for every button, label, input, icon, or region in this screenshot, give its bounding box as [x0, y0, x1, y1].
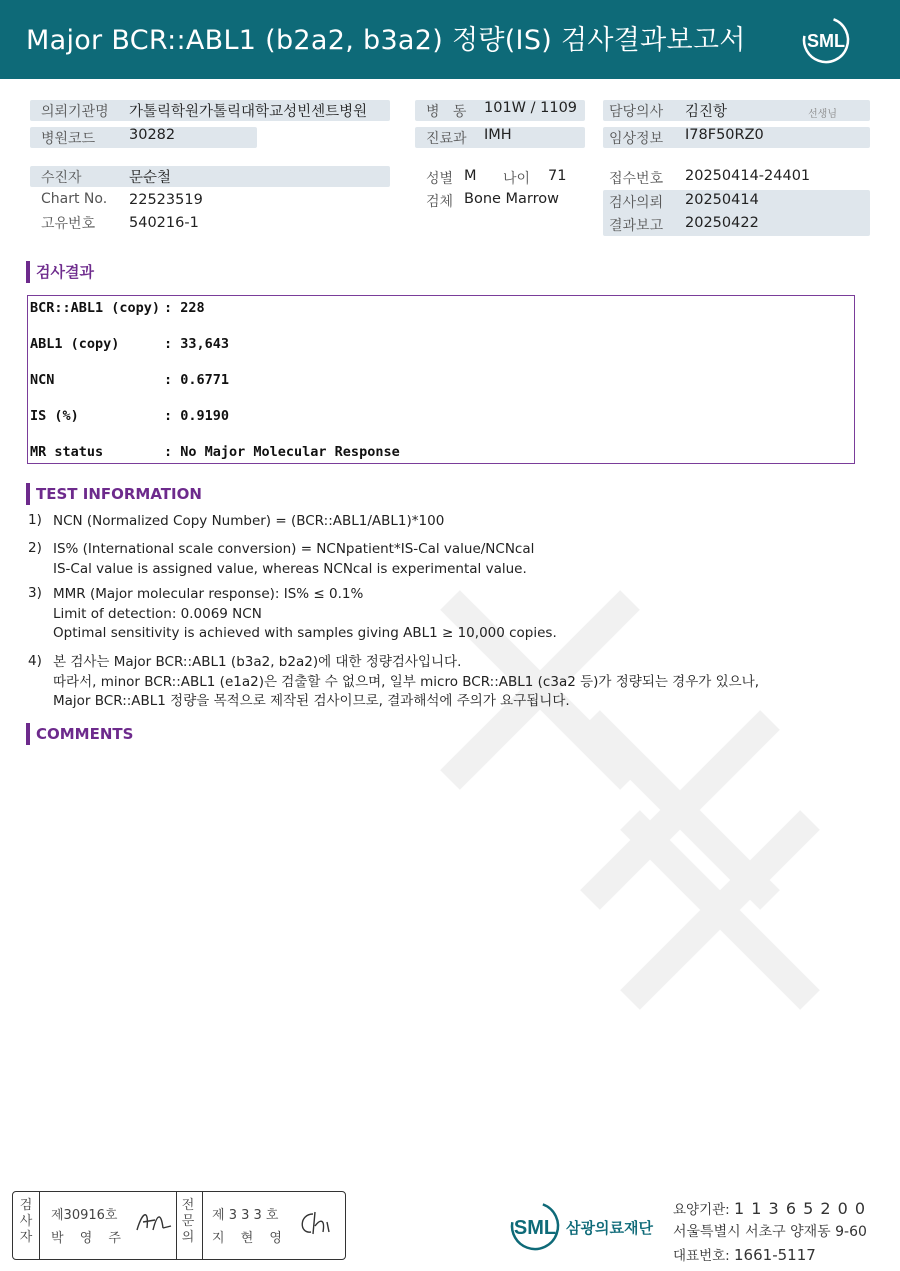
result-value: : 33,643: [164, 336, 230, 352]
examinee-value: 문순철: [129, 170, 172, 186]
care-label: 요양기관:: [673, 1202, 735, 1218]
foundation-name: 삼광의료재단: [566, 1219, 653, 1237]
examiner-number: 제30916호: [51, 1208, 118, 1223]
institution-label: 의뢰기관명: [41, 104, 109, 120]
signature-divider: [176, 1192, 177, 1259]
sex-label: 성별: [426, 171, 454, 187]
clinical-label: 임상정보: [609, 131, 664, 147]
results-section-title: 검사결과: [26, 261, 94, 283]
info-number: 3): [28, 585, 42, 601]
result-row: [30, 300, 205, 316]
report-value: 20250422: [685, 215, 759, 231]
info-number: 4): [28, 653, 42, 669]
chart-value: 22523519: [129, 192, 203, 208]
result-value: : 0.6771: [164, 372, 230, 388]
phone-value: 1661-5117: [734, 1246, 816, 1264]
info-text: [53, 540, 534, 579]
info-text: [53, 585, 557, 644]
phone-line: [673, 1244, 816, 1264]
info-line: 본 검사는 Major BCR::ABL1 (b3a2, b2a2)에 대한 정량검사입니다.: [53, 654, 462, 670]
age-value: 71: [548, 168, 567, 184]
phone-label: 대표번호:: [673, 1248, 735, 1264]
sml-logo-icon: [800, 14, 852, 66]
care-code: [673, 1198, 866, 1218]
result-row: [30, 408, 230, 424]
result-label: NCN: [30, 372, 55, 388]
request-value: 20250414: [685, 192, 759, 208]
results-box: [27, 295, 855, 464]
institution-value: 가톨릭학원가톨릭대학교성빈센트병원: [129, 104, 368, 120]
hospital-code-label: 병원코드: [41, 131, 96, 147]
specialist-signature-icon: [295, 1208, 337, 1238]
examinee-label: 수진자: [41, 170, 82, 186]
doctor-value: 김진항: [685, 104, 728, 120]
chip-examinee: [30, 166, 390, 187]
examiner-signature-icon: [133, 1206, 173, 1236]
info-text: [53, 653, 759, 712]
svg-text:SML: SML: [807, 31, 845, 51]
sex-value: M: [464, 168, 477, 184]
signature-divider: [39, 1192, 40, 1259]
doctor-suffix: 선생님: [808, 109, 837, 120]
ward-label: 병 동: [426, 104, 467, 120]
info-number: 2): [28, 540, 42, 556]
info-line: NCN (Normalized Copy Number) = (BCR::ABL1/ABL1)*100: [53, 513, 445, 529]
svg-text:SML: SML: [513, 1217, 557, 1239]
request-label: 검사의뢰: [609, 195, 664, 211]
specialist-number: 제 3 3 3 호: [212, 1208, 279, 1223]
info-line: Optimal sensitivity is achieved with samples giving ABL1 ≥ 10,000 copies.: [53, 625, 557, 641]
report-label: 결과보고: [609, 218, 664, 234]
info-line: IS-Cal value is assigned value, whereas NCNcal is experimental value.: [53, 560, 527, 577]
result-row: [30, 372, 230, 388]
info-line: Limit of detection: 0.0069 NCN: [53, 605, 262, 622]
dept-value: IMH: [484, 127, 512, 143]
result-label: IS (%): [30, 408, 79, 424]
specimen-label: 검체: [426, 194, 454, 210]
chart-label: Chart No.: [41, 191, 108, 207]
ward-value: 101W / 1109: [484, 100, 578, 116]
report-title: Major BCR::ABL1 (b2a2, b3a2) 정량(IS) 검사결과보고서: [26, 25, 746, 56]
result-value: : 228: [164, 300, 205, 316]
result-value: : 0.9190: [164, 408, 230, 424]
info-number: 1): [28, 512, 42, 528]
specimen-value: Bone Marrow: [464, 191, 560, 207]
age-label: 나이: [503, 171, 531, 187]
info-line: MMR (Major molecular response): IS% ≤ 0.1%: [53, 586, 364, 602]
unique-value: 540216-1: [129, 215, 199, 231]
info-line: 따라서, minor BCR::ABL1 (e1a2)은 검출할 수 없으며, 일부 micro BCR::ABL1 (c3a2 등)가 정량되는 경우가 있으나,: [53, 673, 760, 690]
unique-label: 고유번호: [41, 216, 96, 232]
doctor-label: 담당의사: [609, 104, 664, 120]
footer-sml-logo-icon: [508, 1199, 563, 1254]
result-label: BCR::ABL1 (copy): [30, 300, 161, 316]
specialist-name: 지 현 영: [212, 1231, 288, 1246]
footer-address: 서울특별시 서초구 양재동 9-60: [673, 1224, 867, 1240]
result-label: ABL1 (copy): [30, 336, 120, 352]
report-header: [0, 0, 900, 79]
hospital-code-value: 30282: [129, 127, 176, 143]
receipt-label: 접수번호: [609, 171, 664, 187]
info-line: IS% (International scale conversion) = NCNpatient*IS-Cal value/NCNcal: [53, 541, 535, 557]
info-line: Major BCR::ABL1 정량을 목적으로 제작된 검사이므로, 결과해석에 주의가 요구됩니다.: [53, 693, 570, 709]
care-value: 1 1 3 6 5 2 0 0: [734, 1199, 867, 1218]
receipt-value: 20250414-24401: [685, 168, 811, 184]
clinical-value: I78F50RZ0: [685, 127, 764, 143]
dept-label: 진료과: [426, 131, 467, 147]
examiner-label: 검사자: [19, 1198, 33, 1245]
result-value: : No Major Molecular Response: [164, 444, 400, 460]
result-label: MR status: [30, 444, 104, 460]
result-row: [30, 444, 400, 460]
specialist-label: 전문의: [181, 1198, 195, 1245]
test-information-title: TEST INFORMATION: [26, 483, 202, 505]
comments-title: COMMENTS: [26, 723, 133, 745]
examiner-name: 박 영 주: [51, 1231, 127, 1246]
result-row: [30, 336, 230, 352]
info-text: [53, 512, 444, 532]
signature-box: [12, 1191, 346, 1260]
signature-divider: [202, 1192, 203, 1259]
